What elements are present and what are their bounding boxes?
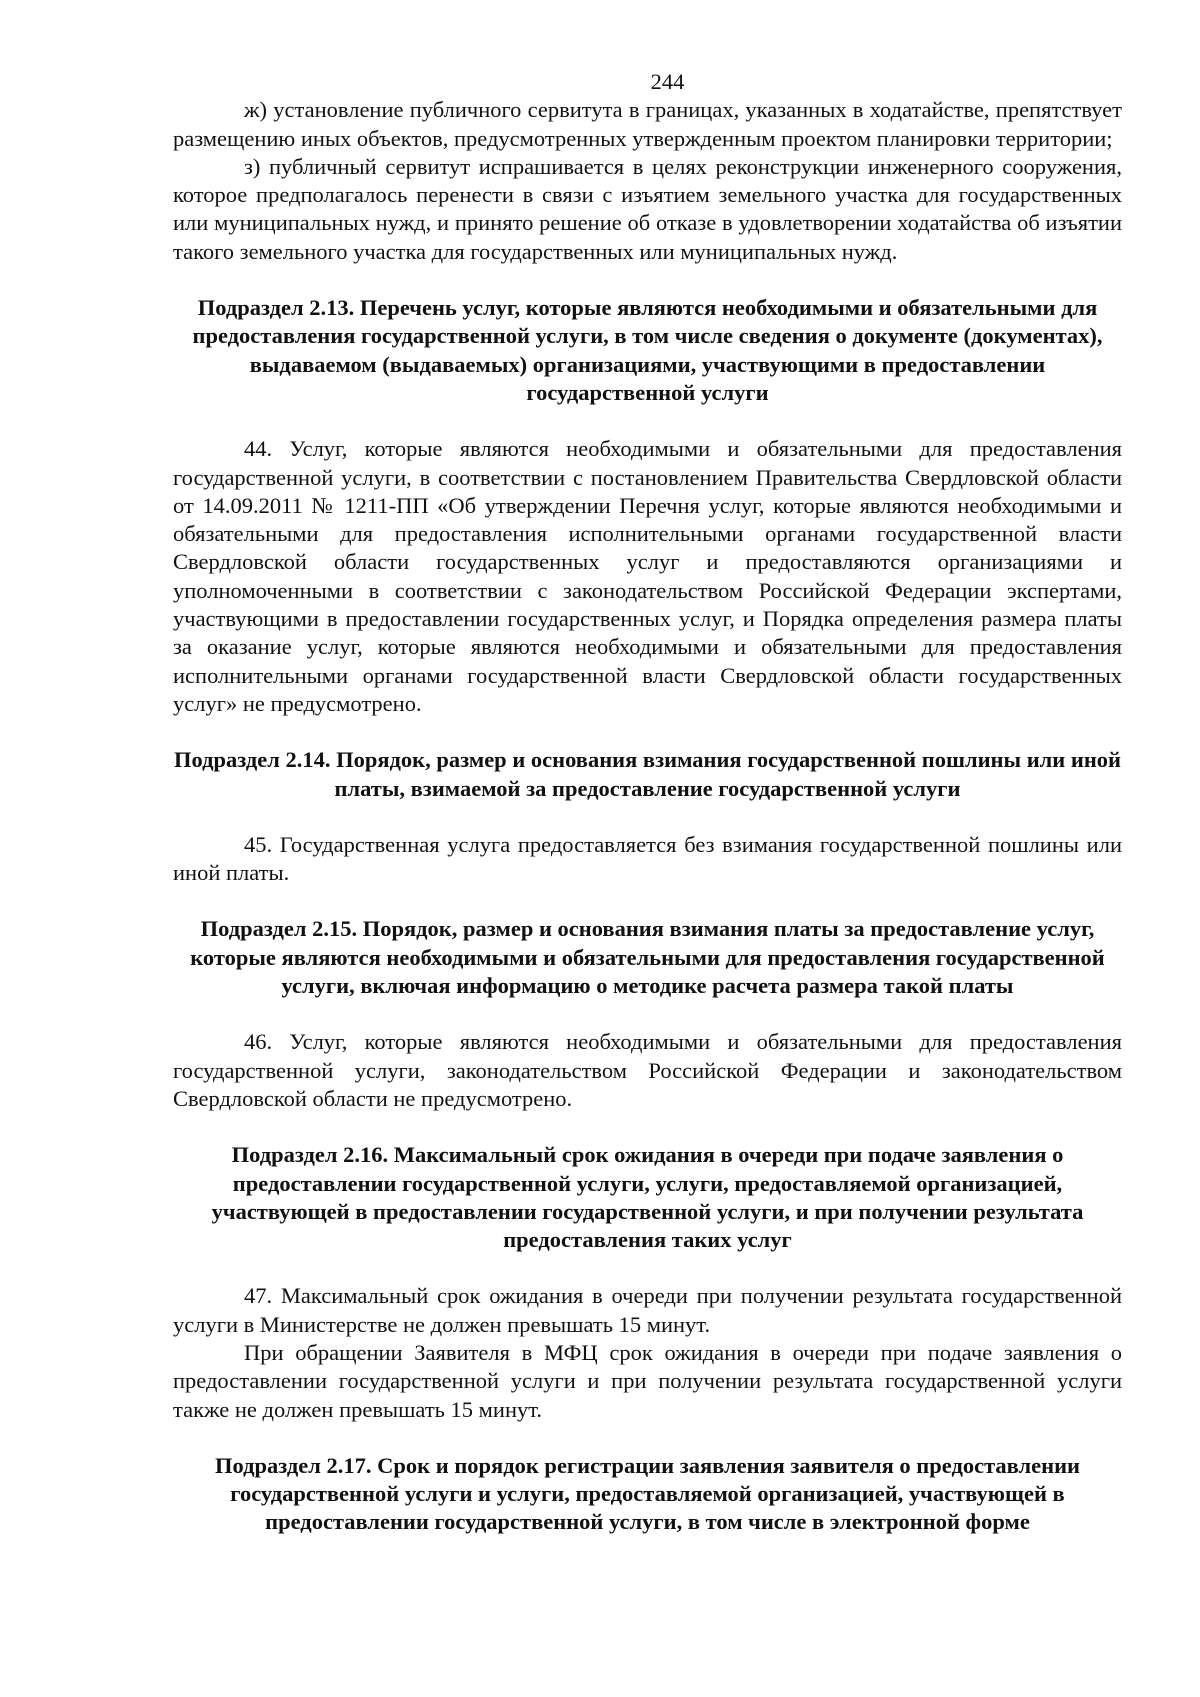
spacer: [173, 1000, 1122, 1028]
paragraph-47-mfc: При обращении Заявителя в МФЦ срок ожидания в очереди при подаче заявления о предоставлении государственной услуги и при получении результата государственной услуги также не должен превышать 15 минут.: [173, 1339, 1122, 1422]
paragraph-46: 46. Услуг, которые являются необходимыми и обязательными для предоставления государственной услуги, законодательством Российской Федерации и законодательством Свердловской области не предусмотрено.: [173, 1029, 1122, 1111]
spacer: [173, 1254, 1122, 1282]
spacer: [173, 718, 1122, 746]
spacer: [173, 887, 1122, 915]
paragraph-45: 45. Государственная услуга предоставляется без взимания государственной пошлины или иной платы.: [173, 831, 1122, 886]
heading-subsection-2-15: Подраздел 2.15. Порядок, размер и основания взимания платы за предоставление услуг, которые являются необходимыми и обязательными для предоставления государственной услуги, включая информацию о методике расчета размера такой платы: [190, 916, 1105, 999]
spacer: [173, 407, 1122, 435]
heading-subsection-2-16: Подраздел 2.16. Максимальный срок ожидания в очереди при подаче заявления о предоставлении государственной услуги, услуги, предоставляемой организацией, участвующей в предоставлении государственной услуги, и при получении результата предоставления таких услуг: [211, 1142, 1084, 1253]
spacer: [173, 1424, 1122, 1452]
heading-subsection-2-14: Подраздел 2.14. Порядок, размер и основания взимания государственной пошлины или иной платы, взимаемой за предоставление государственной услуги: [173, 747, 1122, 801]
paragraph-zh: ж) установление публичного сервитута в границах, указанных в ходатайстве, препятствует размещению иных объектов, предусмотренных утвержденным проектом планировки территории;: [173, 97, 1122, 151]
paragraph-47: 47. Максимальный срок ожидания в очереди при получении результата государственной услуги в Министерстве не должен превышать 15 минут.: [173, 1283, 1122, 1337]
paragraph-z: з) публичный сервитут испрашивается в целях реконструкции инженерного сооружения, которое предполагалось перенести в связи с изъятием земельного участка для государственных или муниципальных нужд, и принято решение об отказе в удовлетворении ходатайства об изъятии такого земельного участка для государственных или муниципальных нужд.: [173, 153, 1122, 264]
paragraph-44: 44. Услуг, которые являются необходимыми и обязательными для предоставления государственной услуги, в соответствии с постановлением Правительства Свердловской области от 14.09.2011 № 1211-ПП «Об утверждении Перечня услуг, которые являются необходимыми и обязательными для предоставления исполнительными органами государственной власти Свердловской области государственных услуг и предоставляются организациями и уполномоченными в соответствии с законодательством Российской Федерации экспертами, участвующими в предоставлении государственных услуг, и Порядка определения размера платы за оказание услуг, которые являются необходимыми и обязательными для предоставления исполнительными органами государственной власти Свердловской области государственных услуг» не предусмотрено.: [173, 436, 1122, 716]
page-number: 244: [650, 69, 685, 94]
spacer: [173, 266, 1122, 294]
spacer: [173, 1113, 1122, 1141]
spacer: [173, 803, 1122, 831]
heading-subsection-2-13: Подраздел 2.13. Перечень услуг, которые являются необходимыми и обязательными для предоставления государственной услуги, в том числе сведения о документе (документах), выдаваемом (выдаваемых) организациями, участвующими в предоставлении государственной услуги: [192, 295, 1103, 405]
heading-subsection-2-17: Подраздел 2.17. Срок и порядок регистрации заявления заявителя о предоставлении государственной услуги и услуги, предоставляемой организацией, участвующей в предоставлении государственной услуги, в том числе в электронной форме: [215, 1452, 1080, 1535]
